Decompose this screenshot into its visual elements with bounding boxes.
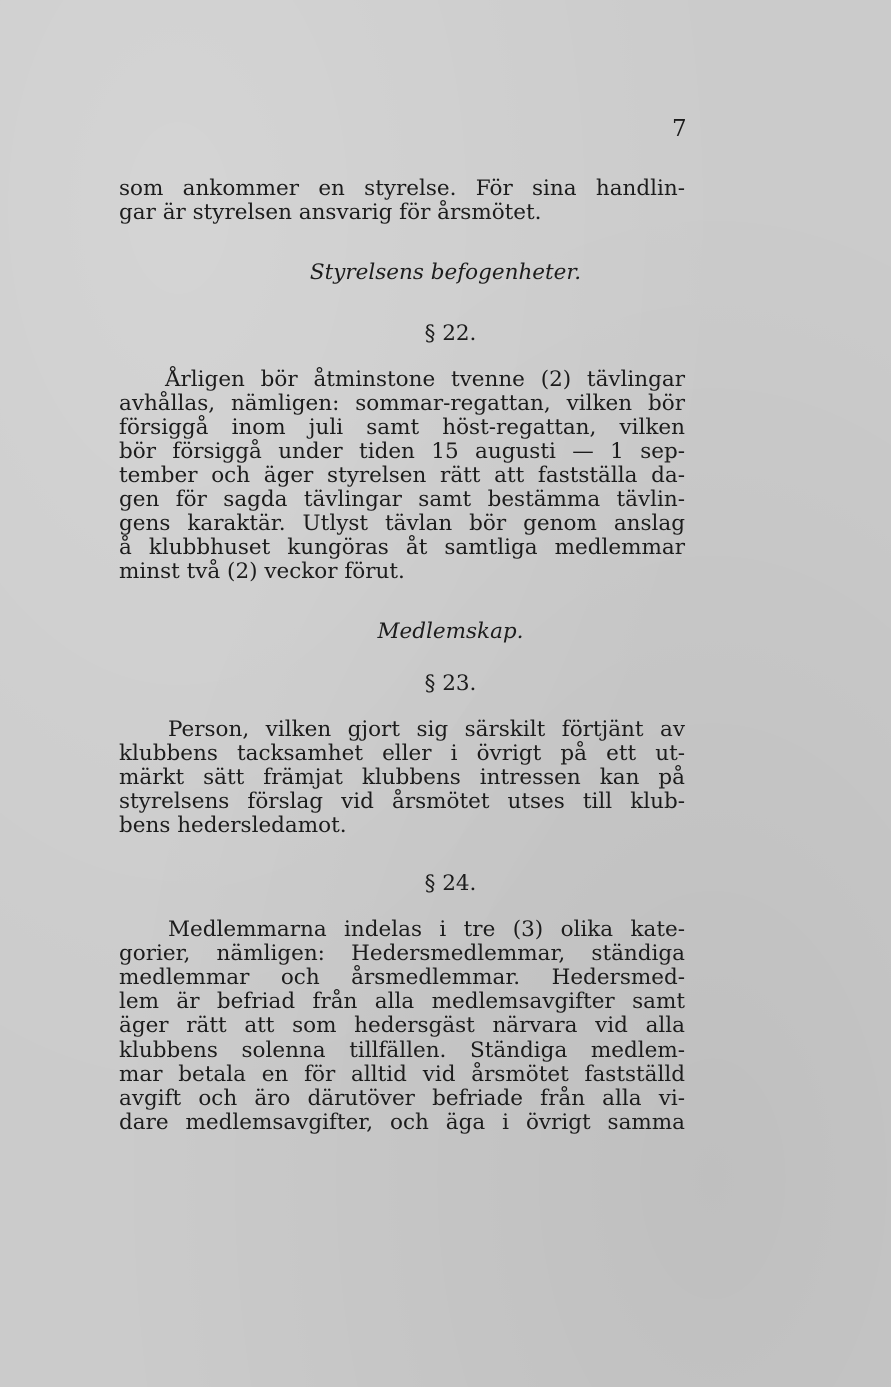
text-line: gar är styrelsen ansvarig för årsmötet. bbox=[119, 200, 542, 225]
text-line: tember och äger styrelsen rätt att fastställa da- bbox=[119, 463, 685, 488]
paragraph-mark-22: § 22. bbox=[424, 321, 477, 346]
text-line: Person, vilken gjort sig särskilt förtjänt av bbox=[168, 717, 685, 742]
text-line: avhållas, nämligen: sommar-regattan, vilken bör bbox=[119, 391, 685, 416]
text-line: styrelsens förslag vid årsmötet utses till klub- bbox=[119, 789, 685, 814]
text-line: klubbens tacksamhet eller i övrigt på ett ut- bbox=[119, 741, 685, 766]
text-line: medlemmar och årsmedlemmar. Hedersmed- bbox=[119, 965, 685, 990]
text-line: lem är befriad från alla medlemsavgifter samt bbox=[119, 989, 685, 1014]
text-line: äger rätt att som hedersgäst närvara vid alla bbox=[119, 1013, 685, 1038]
text-line: gorier, nämligen: Hedersmedlemmar, ständiga bbox=[119, 941, 685, 966]
text-line: minst två (2) veckor förut. bbox=[119, 559, 405, 584]
text-line: bens hedersledamot. bbox=[119, 813, 347, 838]
paragraph-mark-24: § 24. bbox=[424, 871, 477, 896]
text-line: gen för sagda tävlingar samt bestämma tävlin- bbox=[119, 487, 685, 512]
page-number: 7 bbox=[672, 116, 687, 142]
text-line: som ankommer en styrelse. För sina handlin- bbox=[119, 176, 685, 201]
text-line: dare medlemsavgifter, och äga i övrigt samma bbox=[119, 1110, 685, 1135]
text-line: å klubbhuset kungöras åt samtliga medlemmar bbox=[119, 535, 685, 560]
text-line: gens karaktär. Utlyst tävlan bör genom anslag bbox=[119, 511, 685, 536]
text-line: mar betala en för alltid vid årsmötet fastställd bbox=[119, 1062, 685, 1087]
section-heading-membership: Medlemskap. bbox=[377, 619, 524, 644]
text-line: märkt sätt främjat klubbens intressen kan på bbox=[119, 765, 685, 790]
text-line: avgift och äro därutöver befriade från alla vi- bbox=[119, 1086, 685, 1111]
text-line: försiggå inom juli samt höst-regattan, vilken bbox=[119, 415, 685, 440]
text-line: Medlemmarna indelas i tre (3) olika kate- bbox=[168, 917, 685, 942]
text-line: Årligen bör åtminstone tvenne (2) tävlingar bbox=[165, 367, 685, 392]
paragraph-mark-23: § 23. bbox=[424, 671, 477, 696]
section-heading-board: Styrelsens befogenheter. bbox=[309, 260, 582, 285]
text-line: klubbens solenna tillfällen. Ständiga medlem- bbox=[119, 1038, 685, 1063]
text-line: bör försiggå under tiden 15 augusti — 1 sep- bbox=[119, 439, 685, 464]
